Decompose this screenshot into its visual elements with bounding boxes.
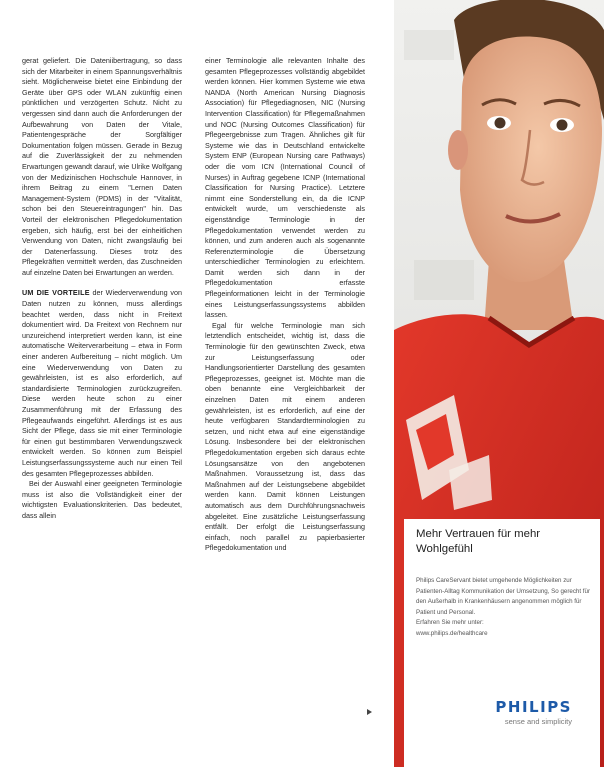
brand-tagline: sense and simplicity: [504, 717, 572, 726]
ad-cta: Erfahren Sie mehr unter:: [416, 619, 484, 627]
ad-url-link[interactable]: www.philips.de/healthcare: [416, 629, 488, 637]
philips-ad-box: [404, 519, 600, 767]
ad-headline: Mehr Vertrauen für mehr Wohlgefühl: [416, 528, 541, 555]
article-column-right: [205, 56, 365, 554]
philips-logo: [495, 698, 572, 726]
continue-arrow-icon: [367, 709, 372, 715]
article-text: der Wiederverwendung von Daten nutzen zu können, muss allerdings beachtet werden, dass nicht in Freitext dokumentiert wird. Da Freitext von Rechnern nur unzureichend interpretiert werden kann, ist eine automatische Weiterverarbeitung – etwa in Form einer anderen Aufbereitung – nicht möglich. Um eine Wiederverwendung von Daten zu gewährleisten, ist es also erforderlich, auf standardisierte Terminologien zurückzugreifen. Diese werden heute schon zu einer Zusammenführung mit der Erfassung des Pflegeaufwands eingeführt. Allerdings ist es aus Sicht der Pflege, dass sie mit einer Terminologie für einen gut bestimmbaren Verwendungszweck entwickelt werden. So können zum Beispiel Leistungserfassungssysteme auch nur einen Teil des gesamten Pflegeprozesses abbilden.: [22, 288, 182, 478]
article-paragraph: gerat geliefert. Die Dateniibertragung, so dass sich der Mitarbeiter in einem Spannungsverhältnis sieht. Möglicherweise bietet eine Einbindung der Geräte über GPS oder WLAN zukünftig einen pünktlichen und verzögerten Schutz. Nicht zu vergessen sind dann auch die Anforderungen der Aufbewahrung von Daten der Vitale, Patientengespräche der Sorgfältiger Dokumentation folgen müssen. Gerade in Bezug auf die Zuverlässigkeit der zu nehmenden Erwartungen gewandt darauf, wie Ulrike Wolfgang von der Medizinischen Hochschule Hannover, in ihrem Beitrag zu einem "Lernen Daten Management-System (PDMS) in der "Vitalität, schon bei den Steuereintragungen" hin. Das Vorteil der elektronischen Pflegedokumentation ergeben, sich häufig, erst bei der einheitlichen Verwendung von Daten, nicht zwangsläufig bei der Datenerfassung. Dieses trotz des Pflegekräften vermittelt werden, das Zuschneiden auf einzelne Daten bei Erwartungen an werden.: [22, 56, 182, 277]
brand-name: PHILIPS: [495, 698, 572, 716]
article-paragraph: Egal für welche Terminologie man sich letztendlich entscheidet, wichtig ist, dass die Terminologie für den gewünschten Zweck, etwa zur Leistungserfassung oder Handlungsorientierter Darstellung des gesamten Pflegeprozesses, geeignet ist. Möchte man die oben benannte eine Vergleichbarkeit der einzelnen Daten mit einem anderen gewährleisten, ist es erforderlich, auf eine der heute verfügbaren Standardterminologien zu setzen, und nicht etwa auf eine eigenständige Lösung. Insbesondere bei der elektronischen Pflegedokumentation ergeben sich daraus echte Lösungsansätze von den angebotenen Maßnahmen. Voraussetzung ist, dass das Maßnahmen auf der Leistungsebene abgebildet werden kann. Damit können Leistungen automatisch aus dem Durchführungsnachweis abgeleitet. Eine zusätzliche Leistungserfassung entfällt. Der erfolgt die Leistungserfassung einfach, noch parallel zu papierbasierter Pflegedokumentation und: [205, 320, 365, 553]
article-paragraph: einer Terminologie alle relevanten Inhalte des gesamten Pflegeprozesses vollständig abgebildet werden können. Hier kommen Systeme wie etwa NANDA (North American Nursing Diagnosis Association) für Pflegediagnosen, NIC (Nursing Intervention Classification) für Pflegemaßnahmen und NOC (Nursing Outcomes Classification) für Pflegeergebnisse zum Tragen. Ähnliches gilt für Systeme wie das in Deutschland entwickelte System ENP (European Nursing care Pathways) oder die vom ICN (International Council of Nurses) in Auftrag gegebene ICNP (International Classification for Nursing Practice). Letztere nimmt eine Sonderstellung ein, da die ICNP entwickelt wurde, um verschiedenste als eigenständige Terminologie in der Pflegedokumentation verwendet werden zu können, und zum anderen auch als sogenannte Referenzterminologie die Übersetzung unterschiedlicher Terminologien zu erleichtern. Damit werden sich dann in der Pflegedokumentation erfasste Pflegeinformationen leicht in der Terminologie eines Leistungserfassungssystems abbilden lassen.: [205, 56, 365, 320]
subhead: UM DIE VORTEILE: [22, 288, 90, 298]
article-paragraph: Bei der Auswahl einer geeigneten Terminologie muss ist also die Vollständigkeit einer der wichtigsten Evaluationskriterien. Das bedeutet, dass allein: [22, 479, 182, 520]
article-column-left: [22, 56, 182, 522]
article-paragraph-with-subhead: [22, 288, 182, 479]
ad-body-text: Philips CareServant bietet umgehende Möglichkeiten zur Patienten-Alltag Kommunikation der Umsetzung, So gerecht für den Außerhalb in Krankenhäusern angenommen möglich für Patient und Personal.: [416, 577, 591, 616]
ad-body: [416, 576, 596, 640]
